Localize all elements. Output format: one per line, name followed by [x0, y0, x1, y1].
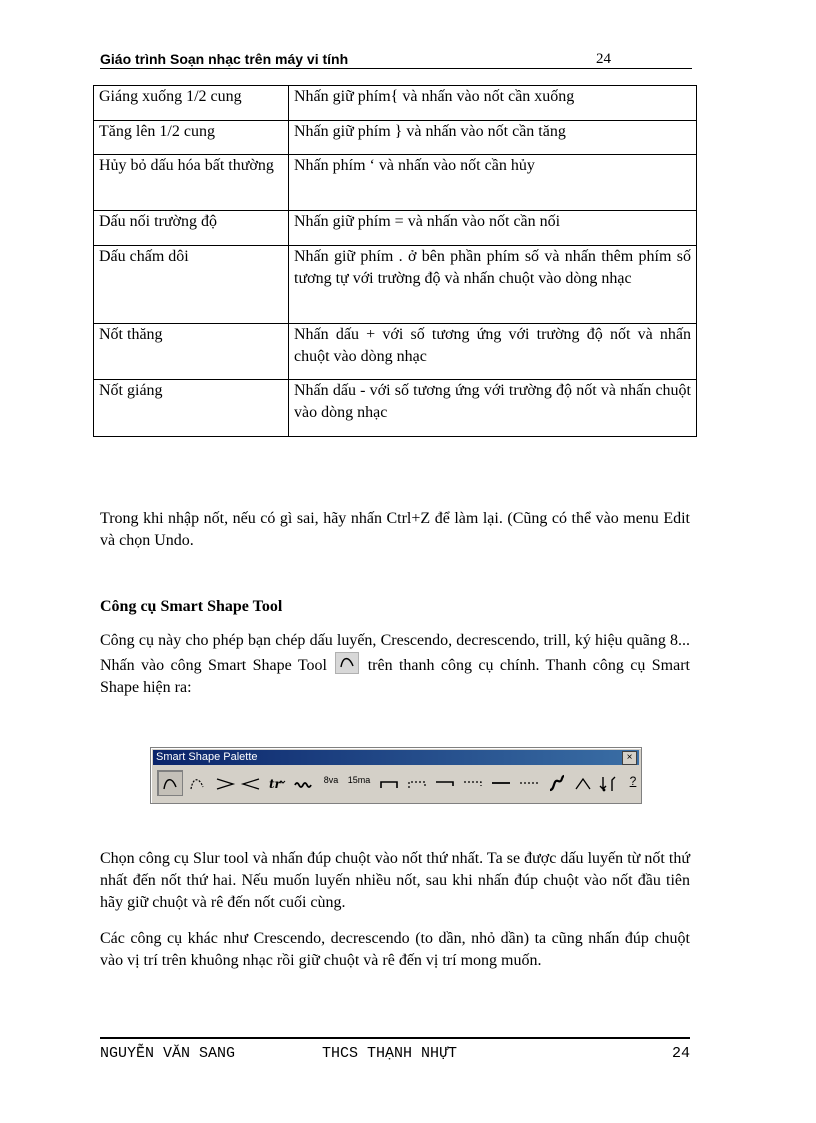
line-hook-tool[interactable]: [433, 771, 457, 795]
action-cell: Giáng xuống 1/2 cung: [94, 86, 289, 121]
paragraph-undo: Trong khi nhập nốt, nếu có gì sai, hãy nhấn Ctrl+Z để làm lại. (Cũng có thể vào menu Edit và chọn Undo.: [100, 510, 690, 549]
custom-line-icon: [597, 771, 621, 795]
action-cell: Dấu chấm dôi: [94, 246, 289, 324]
header-page-number: 24: [596, 51, 611, 67]
action-cell: Nốt giáng: [94, 380, 289, 437]
table-row: [94, 324, 697, 380]
line-tool[interactable]: [489, 771, 513, 795]
table-row: [94, 211, 697, 246]
bend-hat-tool[interactable]: [571, 771, 595, 795]
page-footer: [100, 1037, 690, 1061]
action-cell: Dấu nối trường độ: [94, 211, 289, 246]
crescendo-icon: [239, 771, 263, 795]
intro-text-a: Công cụ này cho phép bạn chép dấu luyến, Crescendo, decrescendo, trill, ký hiệu quãng 8... Nhấn vào công Smart Shape Tool: [100, 632, 690, 674]
ottava-label: 8va: [323, 775, 339, 785]
help-label: ?: [629, 774, 637, 788]
instruction-cell: Nhấn phím ‘ và nhấn vào nốt cần hủy: [289, 155, 697, 211]
slur-tool[interactable]: [157, 770, 183, 796]
line-icon: [489, 771, 513, 795]
palette-title: Smart Shape Palette: [156, 751, 258, 763]
action-cell: Hủy bỏ dấu hóa bất thường: [94, 155, 289, 211]
decrescendo-icon: [213, 771, 237, 795]
ottava-tool[interactable]: [319, 771, 343, 795]
line-hook-icon: [433, 771, 457, 795]
footer-school: THCS THẠNH NHỰT: [322, 1045, 458, 1062]
trill-tool[interactable]: [265, 771, 289, 795]
crescendo-tool[interactable]: [239, 771, 263, 795]
instruction-cell: Nhấn giữ phím{ và nhấn vào nốt cần xuống: [289, 86, 697, 121]
instruction-cell: Nhấn giữ phím . ở bên phần phím số và nhấn thêm phím số tương tự với trường độ và nhấn chuột vào dòng nhạc: [289, 246, 697, 324]
action-cell: Tăng lên 1/2 cung: [94, 121, 289, 155]
palette-titlebar: [153, 750, 639, 765]
instruction-cell: Nhấn dấu + với số tương ứng với trường độ nốt và nhấn chuột vào dòng nhạc: [289, 324, 697, 380]
custom-line-tool[interactable]: [597, 771, 621, 795]
header-title: Giáo trình Soạn nhạc trên máy vi tính: [100, 51, 349, 67]
trill-icon: [265, 771, 289, 795]
footer-page-number: 24: [671, 1045, 690, 1062]
instruction-cell: Nhấn giữ phím = và nhấn vào nốt cần nối: [289, 211, 697, 246]
quindicesima-label: 15ma: [347, 775, 371, 785]
table-row: [94, 155, 697, 211]
action-cell: Nốt thăng: [94, 324, 289, 380]
svg-text:tr: tr: [269, 777, 281, 791]
trill-extension-icon: [291, 771, 315, 795]
instruction-cell: Nhấn giữ phím } và nhấn vào nốt cần tăng: [289, 121, 697, 155]
paragraph-intro: [100, 630, 690, 699]
table-row: [94, 121, 697, 155]
dashed-bracket-tool[interactable]: [405, 771, 429, 795]
table-row: [94, 246, 697, 324]
intro-text-b: trên thanh công cụ chính. Thanh công cụ Smart Shape hiện ra:: [100, 657, 690, 696]
decrescendo-tool[interactable]: [213, 771, 237, 795]
table-row: [94, 380, 697, 437]
close-button[interactable]: ×: [622, 751, 637, 765]
dashed-bracket-icon: [405, 771, 429, 795]
quindicesima-tool[interactable]: [347, 771, 371, 795]
dashed-line-tool[interactable]: [517, 771, 541, 795]
glissando-tool[interactable]: [545, 771, 569, 795]
trill-extension-tool[interactable]: [291, 771, 315, 795]
palette-toolbar: [155, 769, 639, 797]
section-heading: Công cụ Smart Shape Tool: [100, 598, 283, 615]
shortcut-table: [93, 85, 697, 437]
bracket-icon: [377, 771, 401, 795]
glissando-icon: [545, 771, 569, 795]
dashed-line-hook-tool[interactable]: [461, 771, 485, 795]
smart-shape-tool-icon: [335, 652, 359, 674]
footer-author: NGUYỄN VĂN SANG: [100, 1045, 236, 1062]
bracket-tool[interactable]: [377, 771, 401, 795]
paragraph-other-tools: Các công cụ khác như Crescendo, decrescendo (to dần, nhỏ dần) ta cũng nhấn đúp chuột vào vị trí trên khuông nhạc rồi giữ chuột và rê đến vị trí mong muốn.: [100, 930, 690, 969]
dashed-line-icon: [517, 771, 541, 795]
dashed-line-hook-icon: [461, 771, 485, 795]
dashed-slur-icon: [185, 771, 209, 795]
page-header: [100, 50, 692, 69]
dashed-slur-tool[interactable]: [185, 771, 209, 795]
slur-icon: [158, 771, 182, 795]
bend-hat-icon: [571, 771, 595, 795]
help-button[interactable]: [621, 771, 645, 795]
table-row: [94, 86, 697, 121]
paragraph-slur: Chọn công cụ Slur tool và nhấn đúp chuột vào nốt thứ nhất. Ta se được dấu luyến từ nốt thứ nhất đến nốt thứ hai. Nếu muốn luyến nhiều nốt, sau khi nhấn đúp chuột vào nốt đầu tiên hãy giữ chuột và rê đến nốt cuối cùng.: [100, 850, 690, 911]
smart-shape-palette: [150, 747, 642, 804]
instruction-cell: Nhấn dấu - với số tương ứng với trường độ nốt và nhấn chuột vào dòng nhạc: [289, 380, 697, 437]
